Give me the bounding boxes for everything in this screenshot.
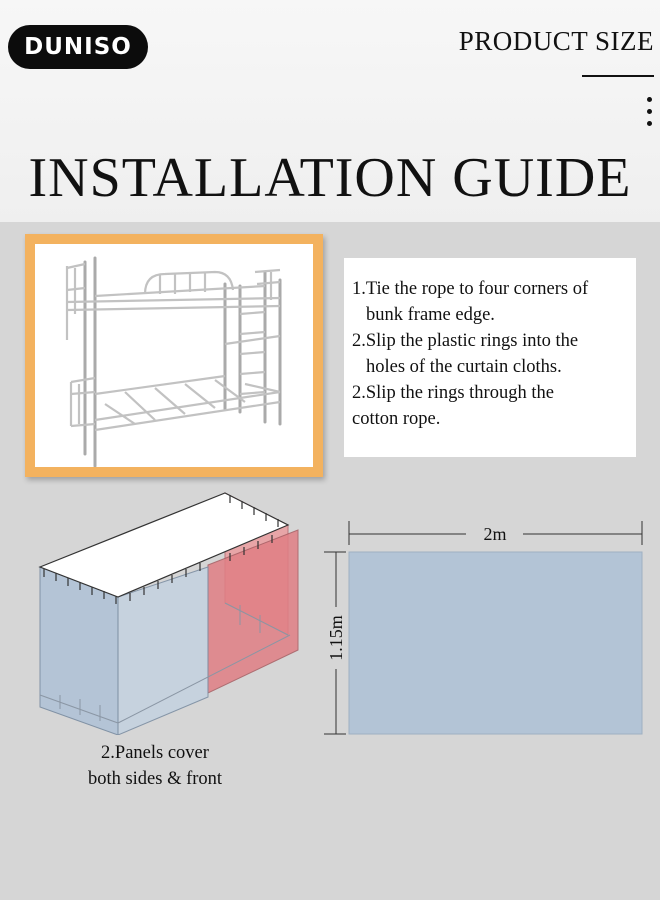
step-2-line-1: 2.Slip the plastic rings into the <box>352 331 579 351</box>
page-title: INSTALLATION GUIDE <box>28 147 632 209</box>
step-2-line-2: holes of the curtain cloths. <box>366 357 562 377</box>
curtain-panel-rect <box>349 552 642 734</box>
panel-caption-line-2: both sides & front <box>87 769 223 789</box>
panel-caption-line-1: 2.Panels cover <box>101 743 209 763</box>
tab-underline <box>582 75 654 77</box>
step-1-line-1: 1.Tie the rope to four corners of <box>352 279 589 299</box>
width-label: 2m <box>483 524 507 544</box>
bunk-bed-photo-frame <box>25 234 323 477</box>
product-size-tab[interactable]: PRODUCT SIZE <box>458 26 654 56</box>
header-area <box>0 0 660 222</box>
panel-caption <box>60 740 250 792</box>
curtain-panel-diagram <box>30 485 310 740</box>
brand-logo[interactable]: DUNISO <box>8 25 148 69</box>
bunk-bed-illustration <box>35 244 313 467</box>
height-label: 1.15m <box>326 615 346 661</box>
installation-steps <box>344 258 636 457</box>
panel-size-diagram <box>318 515 648 750</box>
bunk-bed-photo <box>35 244 313 467</box>
more-options-icon[interactable] <box>646 97 654 133</box>
step-3-line-1: 2.Slip the rings through the <box>352 383 554 403</box>
step-1-line-2: bunk frame edge. <box>366 305 495 325</box>
step-3-line-2: cotton rope. <box>352 409 441 429</box>
